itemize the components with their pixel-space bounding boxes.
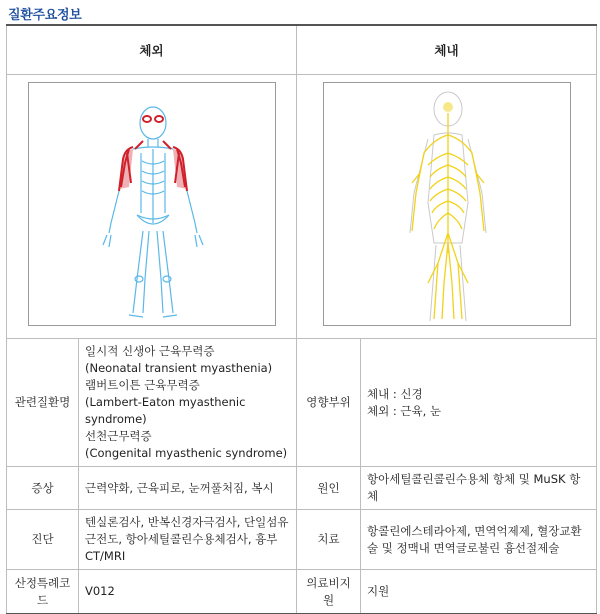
- special-code-label: 산정특례코드: [7, 570, 79, 614]
- internal-body-figure: [323, 82, 571, 326]
- medical-support-value: 지원: [361, 570, 597, 614]
- external-body-figure: [28, 82, 276, 326]
- affected-area-label: 영향부위: [297, 339, 361, 467]
- related-item: (Congenital myasthenic syndrome): [85, 446, 288, 460]
- related-item: (Lambert-Eaton myasthenic syndrome): [85, 395, 246, 426]
- external-header: 체외: [7, 25, 297, 75]
- related-item: 일시적 신생아 근육무력증: [85, 344, 215, 358]
- treatment-label: 치료: [297, 510, 361, 570]
- related-item: 선천근무력증: [85, 429, 152, 443]
- diagnosis-value: 텐실론검사, 반복신경자극검사, 단일섬유근전도, 항아세틸콜린수용체검사, 흉부 CT/MRI: [79, 510, 297, 570]
- affected-area-value: [361, 339, 597, 467]
- external-image-cell: [7, 75, 297, 339]
- section-title: 질환주요정보: [8, 8, 82, 23]
- related-diseases-label: 관련질환명: [7, 339, 79, 467]
- special-code-value: V012: [79, 570, 297, 614]
- disease-info-table: [6, 24, 597, 614]
- affected-line: 체외 : 근육, 눈: [367, 403, 442, 418]
- related-item: (Neonatal transient myasthenia): [85, 361, 273, 375]
- symptom-label: 증상: [7, 467, 79, 510]
- cause-value: 항아세틸콜린콜린수용체 항체 및 MuSK 항체: [361, 467, 597, 510]
- internal-header: 체내: [297, 25, 597, 75]
- symptom-value: 근력약화, 근육피로, 눈꺼풀처짐, 복시: [79, 467, 297, 510]
- nervous-system-illustration: [324, 83, 570, 325]
- skeleton-muscle-illustration: [29, 83, 275, 325]
- internal-image-cell: [297, 75, 597, 339]
- medical-support-label: 의료비지원: [297, 570, 361, 614]
- diagnosis-label: 진단: [7, 510, 79, 570]
- affected-line: 체내 : 신경: [367, 386, 423, 401]
- related-item: 램버트이튼 근육무력증: [85, 378, 200, 392]
- treatment-value: 항콜린에스테라아제, 면역억제제, 혈장교환술 및 정맥내 면역글로불린 흉선절제술: [361, 510, 597, 570]
- cause-label: 원인: [297, 467, 361, 510]
- related-diseases-value: [79, 339, 297, 467]
